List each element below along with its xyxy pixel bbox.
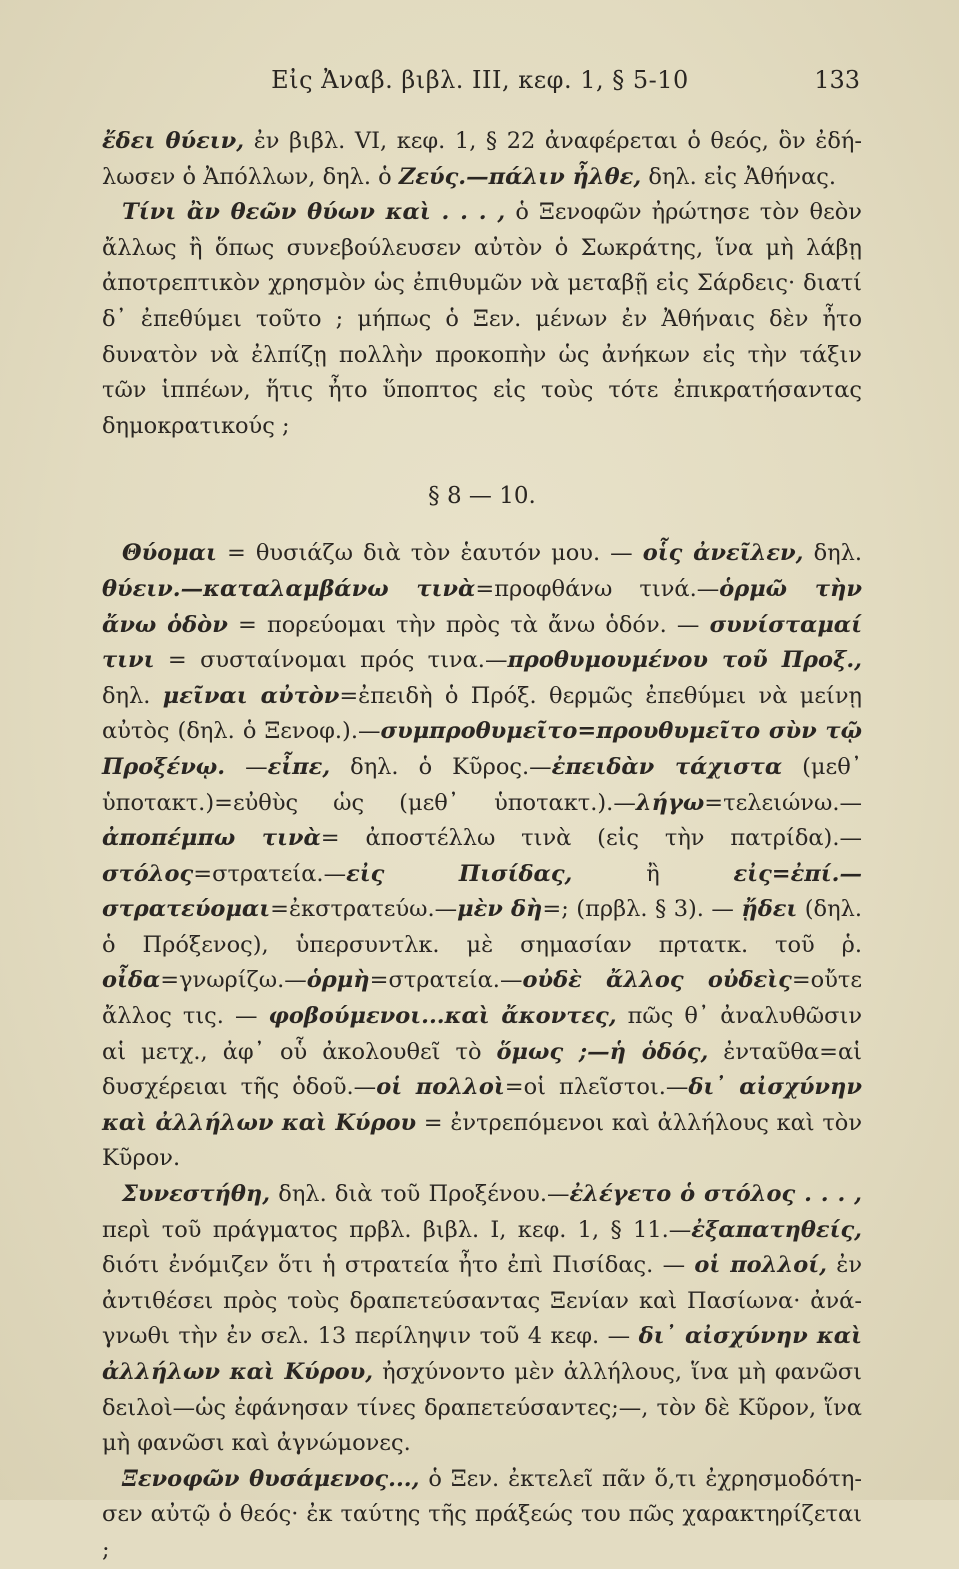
paragraph-2 [102, 195, 862, 444]
gloss-text: =τελειώνω.— [704, 789, 862, 816]
lemma: προθυμουμένου τοῦ Προξ., [507, 647, 863, 674]
gloss-text: =ἐκστρατεύω.— [270, 896, 458, 923]
lemma: δι᾽ αἰσχύνην καὶ ἀλλήλων καὶ Κύρου [102, 1074, 863, 1136]
gloss-text: ἠσχύνοντο μὲν ἀλλήλους, ἵνα μὴ φανῶσι δειλοὶ—ὡς ἐφάνησαν τίνες δραπετεύσαντες;—, τὸν δὲ Κῦρον, ἵνα μὴ φανῶσι καὶ ἀγνώμονες. [102, 1359, 863, 1457]
gloss-text: = συσταίνομαι πρός τινα.— [154, 647, 508, 674]
lemma: ᾔδει [741, 896, 798, 923]
gloss-text: = ἀποστέλλω τινὰ (εἰς τὴν πατρίδα).— [320, 825, 862, 852]
lemma: ὁρμῶ τὴν ἄνω ὁδὸν [102, 575, 862, 638]
gloss-text: =οἱ πλεῖστοι.— [504, 1074, 689, 1101]
gloss-text: ἢ [572, 860, 734, 887]
gloss-text: =προφθάνω τινά.— [475, 575, 720, 602]
paragraph-5 [102, 1462, 862, 1569]
lemma: οἷς ἀνεῖλεν, [642, 540, 804, 567]
lemma: φοβούμενοι...καὶ ἄκοντες, [268, 1003, 617, 1030]
gloss-text: δηλ. εἰς Ἀθήνας. [641, 163, 837, 190]
lemma: ἐπειδὰν τάχιστα [551, 753, 783, 780]
lemma: Συνεστήθη, [122, 1181, 271, 1208]
gloss-text: πῶς θ᾽ ἀναλυθῶσιν αἱ μετχ., ἀφ᾽ οὗ ἀκολουθεῖ τὸ [102, 1003, 863, 1065]
lemma: οἱ πολλοί, [694, 1252, 827, 1279]
lemma: Τίνι ἂν θεῶν θύων καὶ . . . , [122, 199, 506, 226]
lemma: συνίσταμαί τινι [102, 611, 862, 674]
lemma: εἰς Πισίδας, [346, 860, 573, 887]
lemma: συμπροθυμεῖτο=προυθυμεῖτο σὺν τῷ Προξένῳ. [102, 718, 862, 780]
lemma: οὐδὲ ἄλλος οὐδεὶς [522, 967, 792, 994]
gloss-text: ἐν βιβλ. VI, κεφ. 1, § 22 ἀναφέρεται ὁ θεός, ὃν ἐδήλωσεν ὁ Ἀπόλλων, δηλ. ὁ [102, 128, 862, 190]
lemma: στόλος [102, 860, 194, 887]
gloss-text: =στρατεία.— [193, 860, 347, 887]
paragraph-1 [102, 124, 862, 195]
gloss-text: δηλ. [102, 682, 163, 709]
lemma: ὁρμὴ [306, 967, 370, 994]
lemma: δι᾽ αἰσχύνην καὶ ἀλλήλων καὶ Κύρου, [102, 1323, 862, 1385]
lemma: λήγω [635, 789, 705, 816]
gloss-text: ἐνταῦθα=αἱ δυσχέρειαι τῆς ὁδοῦ.— [102, 1038, 862, 1101]
running-title: Εἰς Ἀναβ. βιβλ. III, κεφ. 1, § 5-10 [271, 66, 689, 94]
lemma: οἱ πολλοὶ [376, 1074, 505, 1101]
section-heading: § 8 — 10. [428, 483, 536, 510]
gloss-text: περὶ τοῦ πράγματος πρβλ. βιβλ. I, κεφ. 1, § 11.— [102, 1216, 692, 1243]
lemma: μεῖναι αὐτὸν [162, 682, 340, 709]
paragraph-4 [102, 1177, 862, 1462]
gloss-text: δηλ. διὰ τοῦ Προξένου.— [270, 1181, 570, 1208]
lemma: Θύομαι [122, 540, 217, 567]
lemma: εἰς=ἐπί.—στρατεύομαι [102, 860, 862, 923]
gloss-text: = πορεύομαι τὴν πρὸς τὰ ἄνω ὁδόν. — [227, 611, 710, 638]
lemma: ἔδει θύειν, [102, 128, 245, 154]
page-number: 133 [814, 66, 860, 94]
gloss-text: ὁ Ξεν. ἐκτελεῖ πᾶν ὅ,τι ἐχρησμοδότησεν αὐτῷ ὁ θεός· ἐκ ταύτης τῆς πράξεώς του πῶς χαρακτηρίζεται ; [102, 1465, 862, 1563]
gloss-text: διότι ἐνόμιζεν ὅτι ἡ στρατεία ἦτο ἐπὶ Πισίδας. — [102, 1252, 695, 1279]
running-header [100, 62, 860, 102]
commentary-body [102, 124, 862, 1569]
gloss-text: =γνωρίζω.— [160, 967, 307, 994]
gloss-text: ἐν ἀντιθέσει πρὸς τοὺς δραπετεύσαντας Ξενίαν καὶ Πασίωνα· ἀνάγνωθι τὴν ἐν σελ. 13 περίληψιν τοῦ 4 κεφ. — [102, 1252, 862, 1350]
lemma: ὅμως ;—ἡ ὁδός, [496, 1038, 709, 1065]
gloss-text: (δηλ. ὁ Πρόξενος), ὑπερσυντλκ. μὲ σημασίαν πρτατκ. τοῦ ῥ. [102, 896, 862, 958]
lemma: οἶδα [102, 967, 161, 994]
lemma: ἐλέγετο ὁ στόλος . . . , [569, 1181, 862, 1208]
lemma: Ξενοφῶν θυσάμενος..., [122, 1465, 420, 1492]
lemma: μὲν δὴ [457, 896, 543, 923]
gloss-text: = ἐντρεπόμενοι καὶ ἀλλήλους καὶ τὸν Κῦρον. [102, 1109, 862, 1172]
lemma: εἶπε, [267, 753, 331, 780]
gloss-text: — [225, 753, 268, 780]
gloss-text: =στρατεία.— [369, 967, 523, 994]
gloss-text: =ἐπειδὴ ὁ Πρόξ. θερμῶς ἐπεθύμει νὰ μείνῃ αὐτὸς (δηλ. ὁ Ξενοφ.).— [102, 682, 862, 745]
lemma: θύειν.—καταλαμβάνω τινὰ [102, 575, 476, 602]
lemma: ἀποπέμπω τινὰ [102, 825, 321, 852]
gloss-text: = θυσιάζω διὰ τὸν ἑαυτόν μου. — [216, 540, 643, 567]
lemma: ἐξαπατηθείς, [691, 1216, 862, 1243]
gloss-text: =; (πρβλ. § 3). — [542, 896, 742, 923]
gloss-text: δηλ. [803, 540, 863, 567]
paragraph-3 [102, 536, 862, 1177]
gloss-text: δηλ. ὁ Κῦρος.— [330, 753, 552, 780]
gloss-text: =οὔτε ἄλλος τις. — [102, 967, 862, 1030]
gloss-text: ὁ Ξενοφῶν ἠρώτησε τὸν θεὸν ἄλλως ἢ ὅπως συνεβούλευσεν αὐτὸν ὁ Σωκράτης, ἵνα μὴ λάβῃ ἀποτρεπτικὸν χρησμὸν ὡς ἐπιθυμῶν νὰ μεταβῇ εἰς Σάρδεις· διατί δ᾽ ἐπεθύμει τοῦτο ; μήπως ὁ Ξεν. μένων ἐν Ἀθήναις δὲν ἦτο δυνατὸν νὰ ἐλπίζῃ πολλὴν προκοπὴν ὡς ἀνήκων εἰς τὴν τάξιν τῶν ἱππέων, ἥτις ἦτο ὕποπτος εἰς τοὺς τότε ἐπικρατήσαντας δημοκρατικούς ; [102, 199, 862, 439]
lemma: Ζεύς.—πάλιν ἦλθε, [398, 163, 642, 190]
gloss-text: (μεθ᾽ ὑποτακτ.)=εὐθὺς ὡς (μεθ᾽ ὑποτακτ.).— [102, 753, 862, 816]
